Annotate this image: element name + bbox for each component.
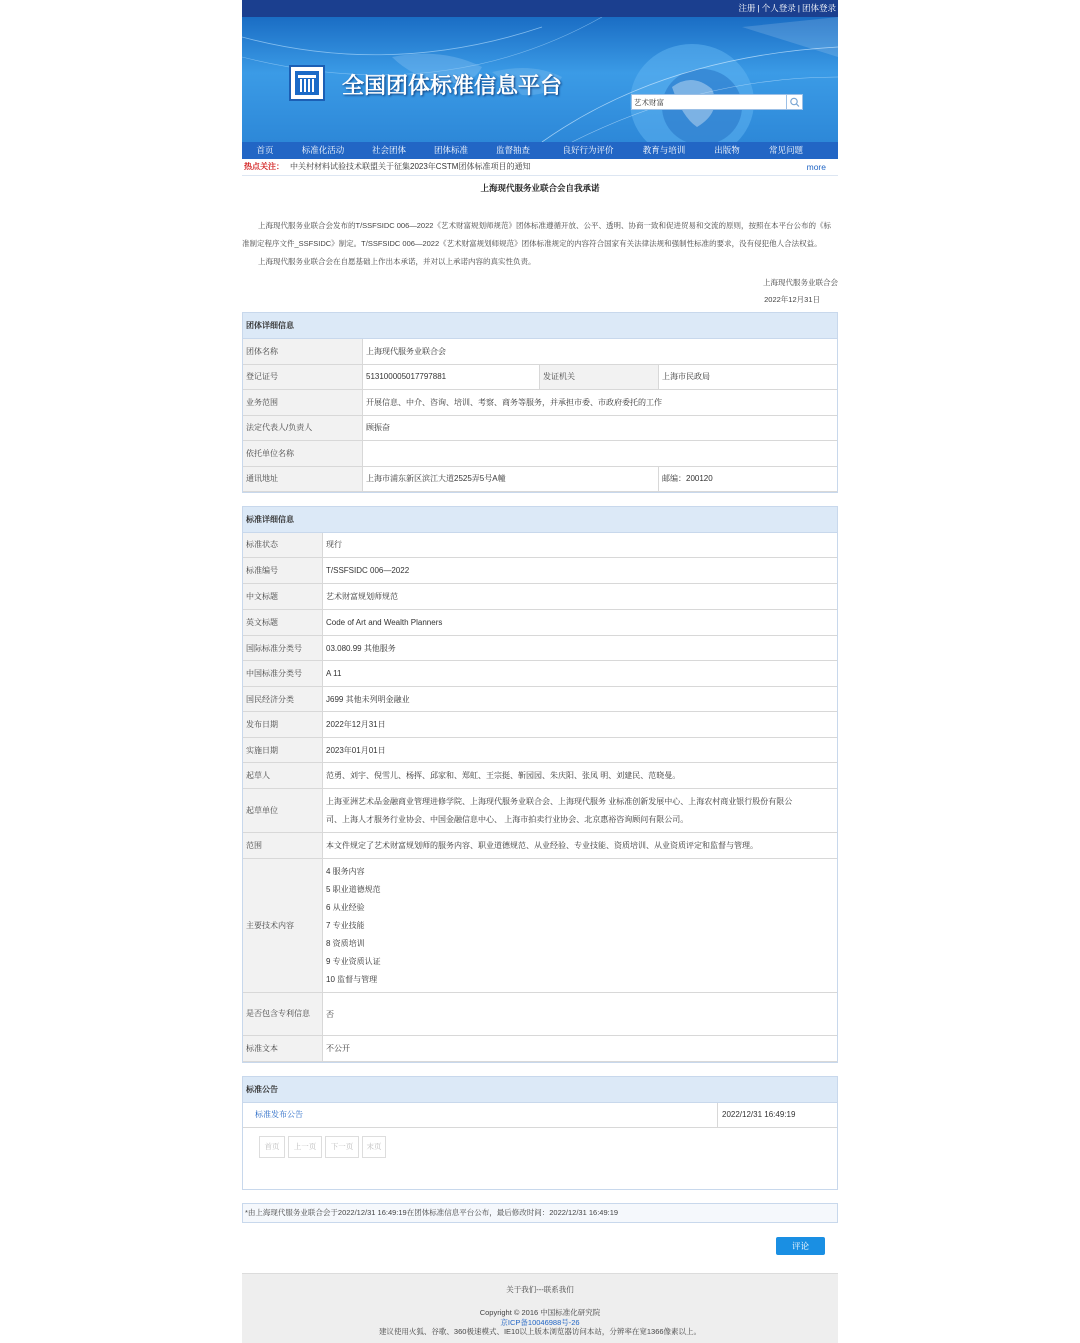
list-item: 8 资质培训 xyxy=(326,938,365,948)
nav-education[interactable]: 教育与培训 xyxy=(642,145,686,155)
main-nav xyxy=(242,142,838,159)
field-label: 业务范围 xyxy=(243,389,363,415)
postcode: 邮编：200120 xyxy=(659,466,838,491)
list-item: 4 服务内容 xyxy=(326,866,365,876)
field-label: 范围 xyxy=(243,833,323,859)
nav-evaluation[interactable]: 良好行为评价 xyxy=(562,145,614,155)
address: 上海市浦东新区滨江大道2525弄5号A幢 xyxy=(363,466,659,491)
field-label: 起草人 xyxy=(243,763,323,789)
scope: 本文件规定了艺术财富规划师的服务内容、职业道德规范、从业经验、专业技能、资质培训、从业资质评定和监督与管理。 xyxy=(323,833,838,859)
nav-home[interactable]: 首页 xyxy=(256,145,274,155)
field-label: 主要技术内容 xyxy=(243,859,323,993)
field-label: 国际标准分类号 xyxy=(243,636,323,661)
legal-representative: 顾振奋 xyxy=(363,415,838,440)
page-container xyxy=(242,0,838,1251)
notice-time: 2022/12/31 16:49:19 xyxy=(717,1103,795,1127)
group-login-link[interactable]: 团体登录 xyxy=(801,3,836,13)
field-label: 国民经济分类 xyxy=(243,687,323,712)
field-label: 中文标题 xyxy=(243,584,323,610)
ccs-code: A 11 xyxy=(323,661,838,687)
patent-info: 否 xyxy=(323,993,838,1036)
nav-group-standards[interactable]: 团体标准 xyxy=(433,145,468,155)
registration-number: 513100005017797881 xyxy=(363,364,540,389)
field-label: 英文标题 xyxy=(243,610,323,636)
comment-button[interactable]: 评论 xyxy=(776,1237,825,1255)
search-button[interactable] xyxy=(786,95,802,109)
host-unit xyxy=(363,440,838,466)
footer-links[interactable]: 关于我们---联系我们 xyxy=(506,1285,574,1294)
nav-supervision[interactable]: 监督抽查 xyxy=(495,145,530,155)
field-label: 登记证号 xyxy=(243,364,363,389)
pagination xyxy=(259,1136,386,1158)
banner xyxy=(242,17,838,142)
field-label: 标准状态 xyxy=(243,533,323,558)
list-item: 7 专业技能 xyxy=(326,920,365,930)
nav-standardization[interactable]: 标准化活动 xyxy=(301,145,345,155)
search-input[interactable] xyxy=(634,96,784,108)
section-heading: 标准详细信息 xyxy=(243,507,837,533)
copyright: Copyright © 2016 中国标准化研究院 xyxy=(479,1308,601,1317)
nav-faq[interactable]: 常见问题 xyxy=(768,145,803,155)
list-item: 10 监督与管理 xyxy=(326,974,378,984)
field-label: 起草单位 xyxy=(243,789,323,833)
issuing-authority: 上海市民政局 xyxy=(659,364,838,389)
notice-link[interactable]: 标准发布公告 xyxy=(255,1110,303,1119)
field-label: 中国标准分类号 xyxy=(243,661,323,687)
hot-topics-bar xyxy=(242,159,838,176)
hot-label: 热点关注： xyxy=(244,162,284,171)
field-label: 标准编号 xyxy=(243,558,323,584)
next-page-button[interactable]: 下一页 xyxy=(325,1136,359,1158)
top-bar: 注册 | 个人登录 | 团体登录 xyxy=(242,0,838,17)
list-item: 5 职业道德规范 xyxy=(326,884,381,894)
icp-link[interactable]: 京ICP备10046988号-26 xyxy=(500,1318,580,1327)
section-heading: 标准公告 xyxy=(243,1077,837,1103)
nav-social-groups[interactable]: 社会团体 xyxy=(371,145,406,155)
search-box xyxy=(631,94,803,110)
hot-topic-link[interactable]: 中关村材料试验技术联盟关于征集2023年CSTM团体标准项目的通知 xyxy=(290,162,531,171)
commitment-text xyxy=(242,217,838,271)
browser-note: 建议使用火狐、谷歌、360极速模式、IE10以上版本浏览器访问本站，分辨率在宽1366像素以上。 xyxy=(378,1327,702,1336)
english-title: Code of Art and Wealth Planners xyxy=(323,610,838,636)
field-label: 是否包含专利信息 xyxy=(243,993,323,1036)
business-scope: 开展信息、中介、咨询、培训、考察、商务等服务，并承担市委、市政府委托的工作 xyxy=(363,389,838,415)
field-label: 发证机关 xyxy=(540,364,659,389)
site-title: 全国团体标准信息平台 xyxy=(342,74,563,99)
group-name: 上海现代服务业联合会 xyxy=(363,339,838,364)
field-label: 通讯地址 xyxy=(243,466,363,491)
logo-icon xyxy=(289,65,325,101)
implement-date: 2023年01月01日 xyxy=(323,738,838,763)
search-icon xyxy=(787,95,802,109)
page-title: 上海现代服务业联合会自我承诺 xyxy=(480,183,600,193)
technical-content xyxy=(323,859,838,993)
field-label: 法定代表人/负责人 xyxy=(243,415,363,440)
standard-number: T/SSFSIDC 006—2022 xyxy=(323,558,838,584)
first-page-button[interactable]: 首页 xyxy=(259,1136,285,1158)
standard-info-table xyxy=(243,533,837,1063)
personal-login-link[interactable]: 个人登录 xyxy=(761,3,796,13)
commitment-paragraph: 上海现代服务业联合会发布的T/SSFSIDC 006—2022《艺术财富规划师规范》团体标准遵循开放、公平、透明、协商一致和促进贸易和交流的原则，按照在本平台公布的《标准制定程序文件_SSFSIDC》制定。T/SSFSIDC 006—2022《艺术财富规划师规范》团体标准规定的内容符合国家有关法律法规和强制性标准的要求，没有侵犯他人合法权益。 xyxy=(242,221,831,248)
standard-info-section xyxy=(242,506,838,1064)
signer: 上海现代服务业联合会 xyxy=(763,278,838,287)
field-label: 团体名称 xyxy=(243,339,363,364)
field-label: 依托单位名称 xyxy=(243,440,363,466)
last-page-button[interactable]: 末页 xyxy=(362,1136,386,1158)
group-info-table xyxy=(243,339,837,492)
publish-date: 2022年12月31日 xyxy=(323,712,838,738)
register-link[interactable]: 注册 xyxy=(738,3,756,13)
field-label: 实施日期 xyxy=(243,738,323,763)
drafting-units: 上海亚洲艺术品金融商业管理进修学院、上海现代服务业联合会、上海现代服务 业标准创新发展中心、上海农村商业银行股份有限公 司、上海人才服务行业协会、中国金融信息中心、 上海市拍卖行业协会、北京惠裕咨询顾问有限公司。 xyxy=(323,789,838,833)
economic-classification: J699 其他未列明金融业 xyxy=(323,687,838,712)
chinese-title: 艺术财富规划师规范 xyxy=(323,584,838,610)
more-link[interactable]: more xyxy=(806,162,826,172)
footer xyxy=(242,1273,838,1343)
group-info-section xyxy=(242,312,838,493)
commitment-paragraph: 上海现代服务业联合会在自愿基础上作出本承诺，并对以上承诺内容的真实性负责。 xyxy=(258,257,536,266)
notice-section xyxy=(242,1076,838,1190)
nav-publications[interactable]: 出版物 xyxy=(714,145,740,155)
notice-row xyxy=(243,1103,837,1128)
sign-date: 2022年12月31日 xyxy=(764,295,820,304)
drafters: 范勇、刘宇、倪雪儿、杨挥、邱家和、郑虹、王宗挺、靳园园、朱庆阳、张凤 明、刘建民、范晓曼。 xyxy=(323,763,838,789)
section-heading: 团体详细信息 xyxy=(243,313,837,339)
standard-text: 不公开 xyxy=(323,1036,838,1062)
commitment-signature xyxy=(242,274,838,308)
field-label: 标准文本 xyxy=(243,1036,323,1062)
list-item: 6 从业经验 xyxy=(326,902,365,912)
publish-info: *由上海现代服务业联合会于2022/12/31 16:49:19在团体标准信息平台公布，最后修改时间：2022/12/31 16:49:19 xyxy=(242,1203,838,1223)
prev-page-button[interactable]: 上一页 xyxy=(288,1136,322,1158)
list-item: 9 专业资质认证 xyxy=(326,956,381,966)
standard-status: 现行 xyxy=(323,533,838,558)
ics-code: 03.080.99 其他服务 xyxy=(323,636,838,661)
field-label: 发布日期 xyxy=(243,712,323,738)
